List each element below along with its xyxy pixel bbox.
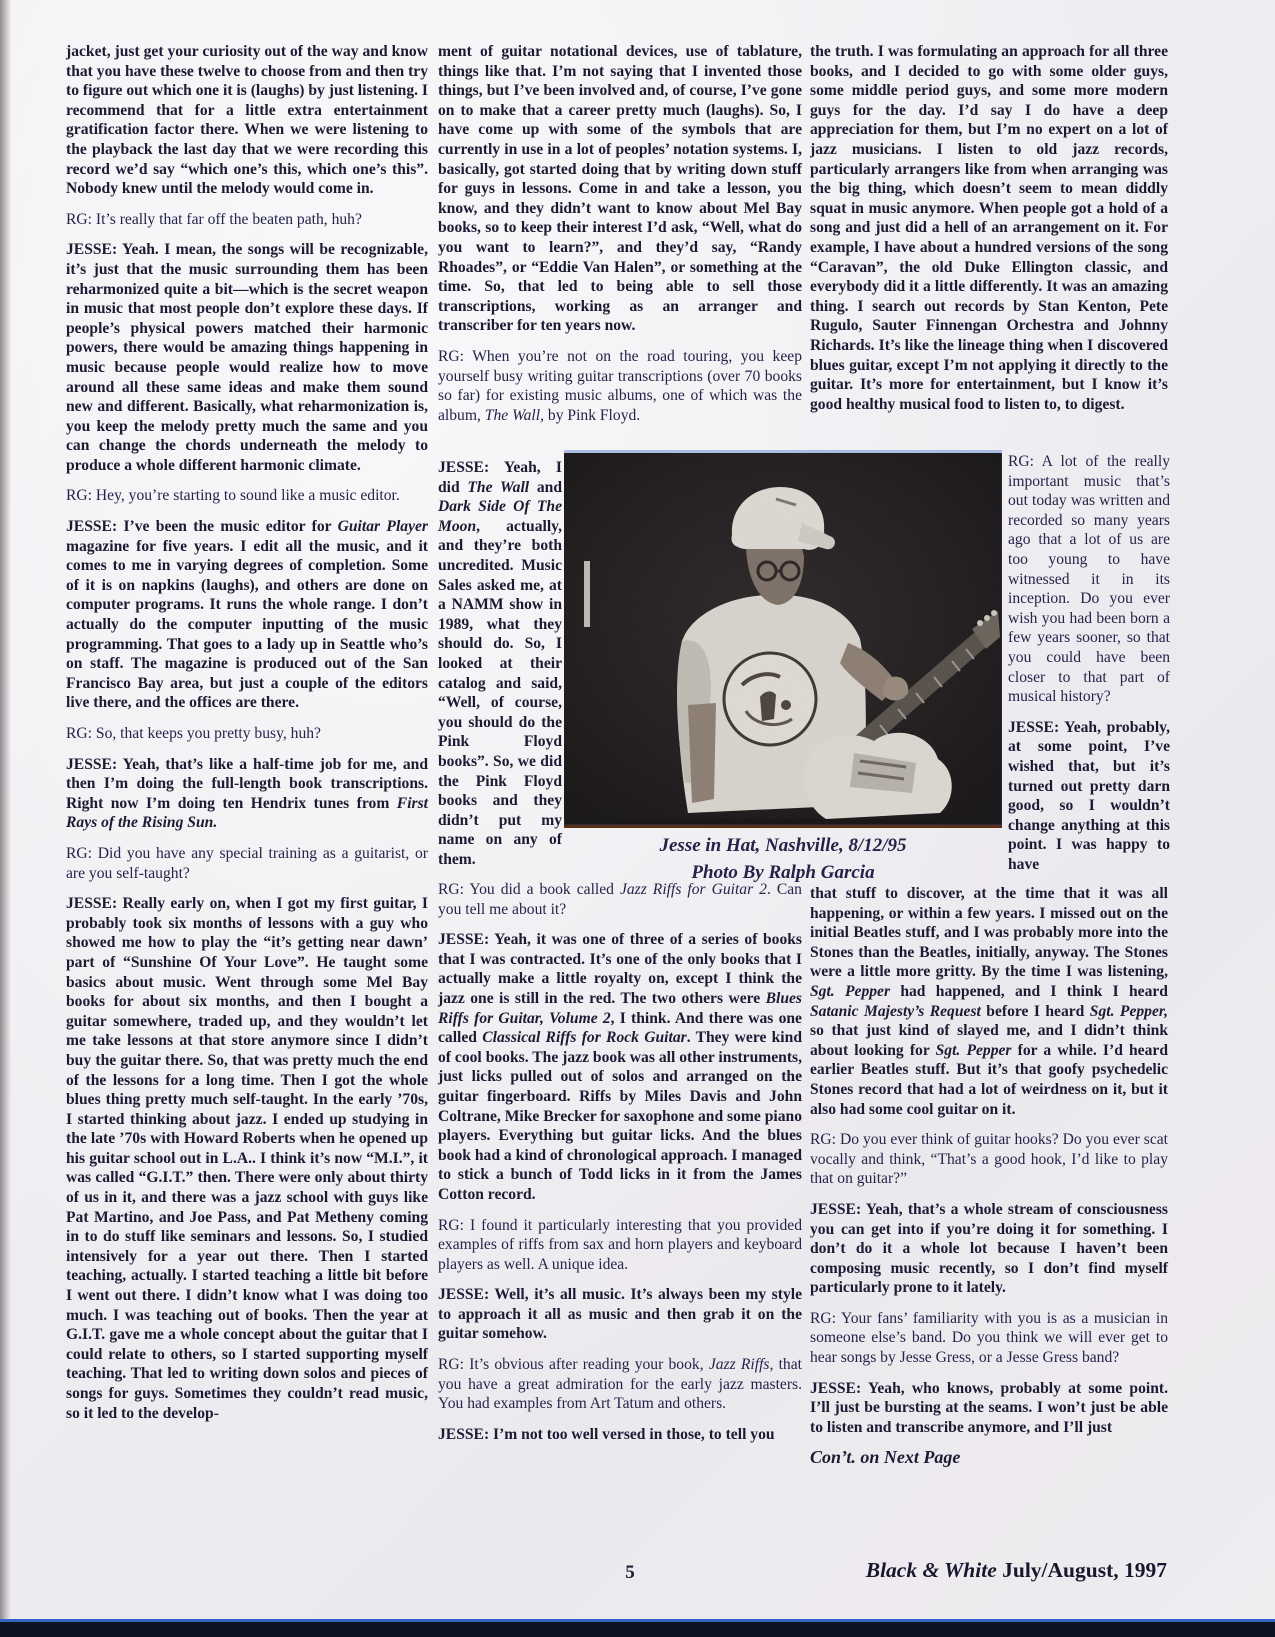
magazine-footer [866,1558,1167,1583]
interview-question: RG: I found it particularly interesting that you provided examples of riffs from sax and horn players and keyboard players as well. A unique idea. [438,1216,802,1273]
interview-answer: JESSE: Yeah, I did The Wall and Dark Side Of The Moon, actually, and they’re both uncredited. Music Sales asked me, at a NAMM show in 1989, what they should do. So, I looked at their catalog and said, “Well, of course, you should do the Pink Floyd books”. So, we did the Pink Floyd books and they didn’t put my name on any of them. [438,459,563,868]
interview-question: RG: You did a book called Jazz Riffs for Guitar 2. Can you tell me about it? [438,881,802,918]
scan-edge-bottom [0,1619,1275,1637]
interview-question: RG: Do you ever think of guitar hooks? Do you ever scat vocally and think, “That’s a good hook, I’d like to play that on guitar?” [810,1131,1168,1188]
interview-answer: JESSE: Yeah, that’s like a half-time job for me, and then I’m doing the full-length book transcriptions. Right now I’m doing ten Hendrix tunes from First Rays of the Rising Sun. [66,755,428,832]
column-3-bottom [810,884,1168,1468]
interview-question: RG: Did you have any special training as a guitarist, or are you self-taught? [66,844,428,882]
photo-caption [564,832,1002,886]
photo-caption-line1: Jesse in Hat, Nashville, 8/12/95 [659,835,907,856]
interview-answer: JESSE: I’m not too well versed in those, to tell you [438,1425,775,1443]
interview-answer: ment of guitar notational devices, use of tablature, things like that. I’m not saying that I invented those things, but I’ve been involved and, of course, I’ve gone on to make that a career pretty much (laughs). So, I have come up with some of the symbols that are currently in use in a lot of peoples’ notation systems. I, basically, got started doing that by writing down stuff for guys in lessons. Come in and take a lesson, you know, and they didn’t want to know about Mel Bay books, so to keep their interest I’d ask, “Well, what do you want to learn?”, and they’d say, “Randy Rhoades”, or “Eddie Van Halen”, or something at the time. So, that led to being able to sell those transcriptions, working as an arranger and transcriber for ten years now. [438,43,802,335]
interview-answer: JESSE: Yeah, who knows, probably at some point. I’ll just be bursting at the seams. I won’t just be able to listen and transcribe anymore, and I’ll just [810,1379,1168,1436]
column-3-top [810,42,1168,414]
interview-answer: JESSE: Really early on, when I got my first guitar, I probably took six months of lessons with a guy who showed me how to play the “it’s getting near dawn’ part of “Sunshine Of Your Love”. He taught some basics about music. Went through some Mel Bay books for about six months, and then I bought a guitar somewhere, traded up, and they wouldn’t let me take lessons at that store anymore since I didn’t buy the guitar there. So, that was pretty much the end of the lessons for a long time. Then I got the whole blues thing pretty much self-taught. In the early ’70s, I started thinking about jazz. I ended up studying in the late ’70s with Howard Roberts when he opened up his guitar school out in L.A.. I think it’s now “M.I.”, it was called “G.I.T.” then. There were only about thirty of us in it, and there was a jazz school with guys like Pat Martino, and Joe Pass, and Pat Metheny coming in to do stuff like seminars and lessons. So, I studied intensively for a year out there. Then I started teaching, actually. I started teaching a little bit before I went out there. I didn’t know what I was doing too much. I was teaching out of books. Then the year at G.I.T. gave me a whole concept about the guitar that I could relate to others, so I started supporting myself teaching. That led to writing down solos and pieces of songs for guys. Sometimes they couldn’t read music, so it led to the develop- [66,895,428,1422]
interview-answer: jacket, just get your curiosity out of the way and know that you have these twelve to choose from and then try to figure out which one it is (laughs) by just listening. I recommend that for a little extra entertainment gratification factor there. When we were listening to the playback the last day that we were recording this record we’d say “which one’s this, which one’s this”. Nobody knew until the melody would come in. [66,43,428,198]
interview-answer: JESSE: Yeah, it was one of three of a series of books that I was contracted. It’s one of the only books that I actually make a little royalty on, except I think the jazz one is still in the red. The two others were Blues Riffs for Guitar, Volume 2, I think. And there was one called Classical Riffs for Rock Guitar. They were kind of cool books. The jazz book was all other instruments, just licks pulled out of solos and arranged on the guitar fingerboard. Riffs by Miles Davis and John Coltrane, Mike Brecker for saxophone and some piano players. Everything but guitar licks. And the blues book had a kind of chronological approach. I managed to stick a bunch of Todd licks in it from the James Cotton record. [438,931,802,1203]
magazine-title: Black & White [865,1558,997,1582]
column-2-bottom [438,880,802,1444]
interview-answer: JESSE: I’ve been the music editor for Guitar Player magazine for five years. I edit all the music, and it comes to me in varying degrees of completion. Some of it is on napkins (laughs), and others are done on computer programs. It runs the whole range. I don’t actually do the computer inputting of the music programming. That goes to a lady up in Seattle who’s on staff. The magazine is produced out of the San Francisco Bay area, but just a couple of the editors live there, and the offices are there. [66,518,428,712]
interview-answer: JESSE: Well, it’s all music. It’s always been my style to approach it all as music and then grab it on the guitar somehow. [438,1286,802,1343]
interview-question: RG: When you’re not on the road touring, you keep yourself busy writing guitar transcriptions (over 70 books so far) for existing music albums, one of which was the album, The Wall, by Pink Floyd. [438,347,802,424]
interview-question: RG: A lot of the really important music that’s out today was written and recorded so many years ago that a lot of us are too young to have witnessed it in its inception. Do you ever wish you had been born a few years sooner, so that you could have been closer to that part of musical history? [1008,453,1170,706]
continuation-note: Con’t. on Next Page [810,1447,961,1468]
interview-question: RG: Hey, you’re starting to sound like a music editor. [66,487,400,505]
interview-answer: JESSE: Yeah, that’s a whole stream of consciousness you can get into if you’re doing it for something. I don’t do it a whole lot because I haven’t been composing music recently, so I don’t find myself particularly prone to it lately. [810,1200,1168,1297]
photo-caption-line2: Photo By Ralph Garcia [691,862,875,883]
column-2-beside-photo [438,458,562,869]
interview-answer: that stuff to discover, at the time that it was all happening, or within a few years. I missed out on the initial Beatles stuff, and I was probably more into the Stones than the Beatles, initially, anyway. The Stones were a little more gritty. By the time I was listening, Sgt. Pepper had happened, and I think I heard Satanic Majesty’s Request before I heard Sgt. Pepper, so that just kind of slayed me, and I didn’t think about looking for Sgt. Pepper for a while. I’d heard earlier Beatles stuff. But it’s that goofy psychedelic Stones record that had a lot of weirdness on it, but it also had some cool guitar on it. [810,885,1168,1118]
column-2-top [438,42,802,425]
interview-answer: JESSE: Yeah, probably, at some point, I’ve wished that, but it’s turned out pretty darn good, so I wouldn’t change anything at this point. I was happy to have [1008,718,1170,873]
interview-question: RG: It’s really that far off the beaten path, huh? [66,210,362,228]
interview-question: RG: It’s obvious after reading your book, Jazz Riffs, that you have a great admiration for the early jazz masters. You had examples from Art Tatum and others. [438,1356,802,1413]
scan-edge-left [0,0,11,1637]
magazine-issue: July/August, 1997 [996,1558,1167,1582]
interview-answer: the truth. I was formulating an approach for all three books, and I decided to go with some older guys, some middle period guys, and some more modern guys for the day. I’d say I do have a deep appreciation for them, but I’m no expert on a lot of jazz musicians. I listen to old jazz records, particularly arrangers like from when arranging was the big thing, which doesn’t seem to mean diddly squat in music anymore. When people got a hold of a song and just did a hell of an arrangement on it. For example, I have about a hundred versions of the song “Caravan”, the old Duke Ellington classic, and everybody did it a little differently. It was an amazing thing. I search out records by Stan Kenton, Pete Rugulo, Sauter Finnengan Orchestra and Johnny Richards. It’s like the lineage thing when I discovered blues guitar, except I’m not applying it directly to the guitar. It’s more for entertainment, but I know it’s good healthy musical food to listen to, to digest. [810,43,1168,413]
guitarist-photo-illustration [564,453,1000,819]
interview-question: RG: So, that keeps you pretty busy, huh? [66,725,321,742]
page-number: 5 [625,1562,635,1583]
jesse-concert-photo [564,450,1002,828]
column-3-beside-photo [1008,452,1170,874]
interview-answer: JESSE: Yeah. I mean, the songs will be recognizable, it’s just that the music surrounding them has been reharmonized quite a bit—which is the secret weapon in music that most people don’t explore these days. If people’s physical powers matched their harmonic powers, there would be amazing things happening in music because people would realize how to move around all these same ideas and make them sound new and different. Basically, what reharmonization is, you keep the melody pretty much the same and you can change the chords underneath the melody to produce a whole different harmonic climate. [66,241,428,474]
interview-question: RG: Your fans’ familiarity with you is as a musician in someone else’s band. Do you think we will ever get to hear songs by Jesse Gress, or a Jesse Gress band? [810,1309,1168,1367]
column-1 [66,42,428,1423]
